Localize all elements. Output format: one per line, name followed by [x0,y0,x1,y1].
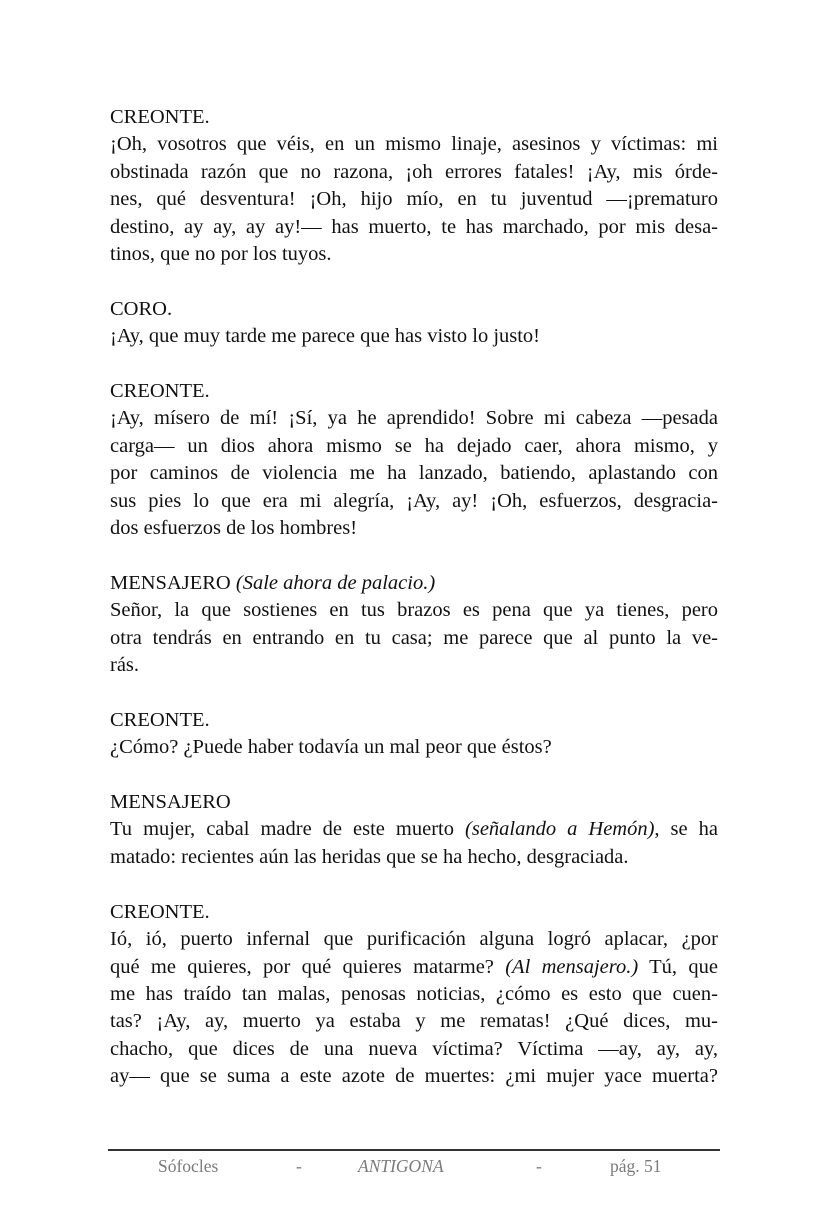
text-line: qué me quieres, por qué quieres matarme? (Al mensajero.) Tú, que [110,955,718,978]
speaker-name: MENSAJERO [110,791,231,814]
footer-separator: - [536,1156,542,1176]
text-line: carga— un dios ahora mismo se ha dejado caer, ahora mismo, y [110,434,718,457]
text-line: ¡Ay, que muy tarde me parece que has visto lo justo! [110,325,541,348]
speech-coro [110,296,718,351]
text-line: Tu mujer, cabal madre de este muerto (señalando a Hemón), se ha [110,818,718,841]
speaker-name: MENSAJERO [110,571,231,594]
speech-mensajero-2 [110,789,718,871]
speaker-name: CREONTE. [110,380,210,403]
text-line: obstinada razón que no razona, ¡oh errores fatales! ¡Ay, mis órde- [110,160,718,183]
speech-creonte-3 [110,707,718,762]
text-line: destino, ay ay, ay ay!— has muerto, te has marchado, por mis desa- [110,215,718,238]
text-line: tinos, que no por los tuyos. [110,243,332,266]
text-line: Señor, la que sostienes en tus brazos es pena que ya tienes, pero [110,599,718,622]
text-line: Ió, ió, puerto infernal que purificación alguna logró aplacar, ¿por [110,928,718,951]
stage-direction: (señalando a Hemón) [465,818,655,841]
text-line: me has traído tan malas, penosas noticias, ¿cómo es esto que cuen- [110,982,718,1005]
speech-creonte-2 [110,378,718,542]
document-page [110,104,718,1118]
footer-author: Sófocles [158,1156,219,1176]
text-line: ¡Ay, mísero de mí! ¡Sí, ya he aprendido! Sobre mi cabeza —pesada [110,407,718,430]
speaker-name: CREONTE. [110,900,210,923]
text-line: tas? ¡Ay, ay, muerto ya estaba y me rematas! ¿Qué dices, mu- [110,1010,718,1033]
footer-title: ANTIGONA [358,1156,444,1176]
text-line: sus pies lo que era mi alegría, ¡Ay, ay! ¡Oh, esfuerzos, desgracia- [110,489,718,512]
speaker-name: CREONTE. [110,708,210,731]
stage-direction: (Sale ahora de palacio.) [235,571,436,594]
text-line: rás. [110,654,140,677]
page-footer [108,1149,720,1181]
text-line: matado: recientes aún las heridas que se ha hecho, desgraciada. [110,845,629,868]
footer-separator: - [296,1156,302,1176]
text-line: dos esfuerzos de los hombres! [110,517,358,540]
speaker-name: CORO. [110,297,173,320]
speech-creonte-1 [110,104,718,268]
text-line: nes, qué desventura! ¡Oh, hijo mío, en tu juventud —¡prematuro [110,188,718,211]
text-line: por caminos de violencia me ha lanzado, batiendo, aplastando con [110,462,718,485]
text-line: ¡Oh, vosotros que véis, en un mismo linaje, asesinos y víctimas: mi [110,133,718,156]
text-line: ay— que se suma a este azote de muertes: ¿mi mujer yace muerta? [110,1065,718,1088]
page-number: pág. 51 [610,1156,662,1176]
speaker-name: CREONTE. [110,106,210,128]
text-line: chacho, que dices de una nueva víctima? Víctima —ay, ay, ay, [110,1037,718,1060]
speech-creonte-4 [110,899,718,1091]
speech-mensajero-1 [110,570,718,680]
text-line: ¿Cómo? ¿Puede haber todavía un mal peor que éstos? [110,736,552,759]
text-line: otra tendrás en entrando en tu casa; me parece que al punto la ve- [110,626,718,649]
speaker-line [110,570,718,597]
stage-direction: (Al mensajero.) [505,955,639,978]
